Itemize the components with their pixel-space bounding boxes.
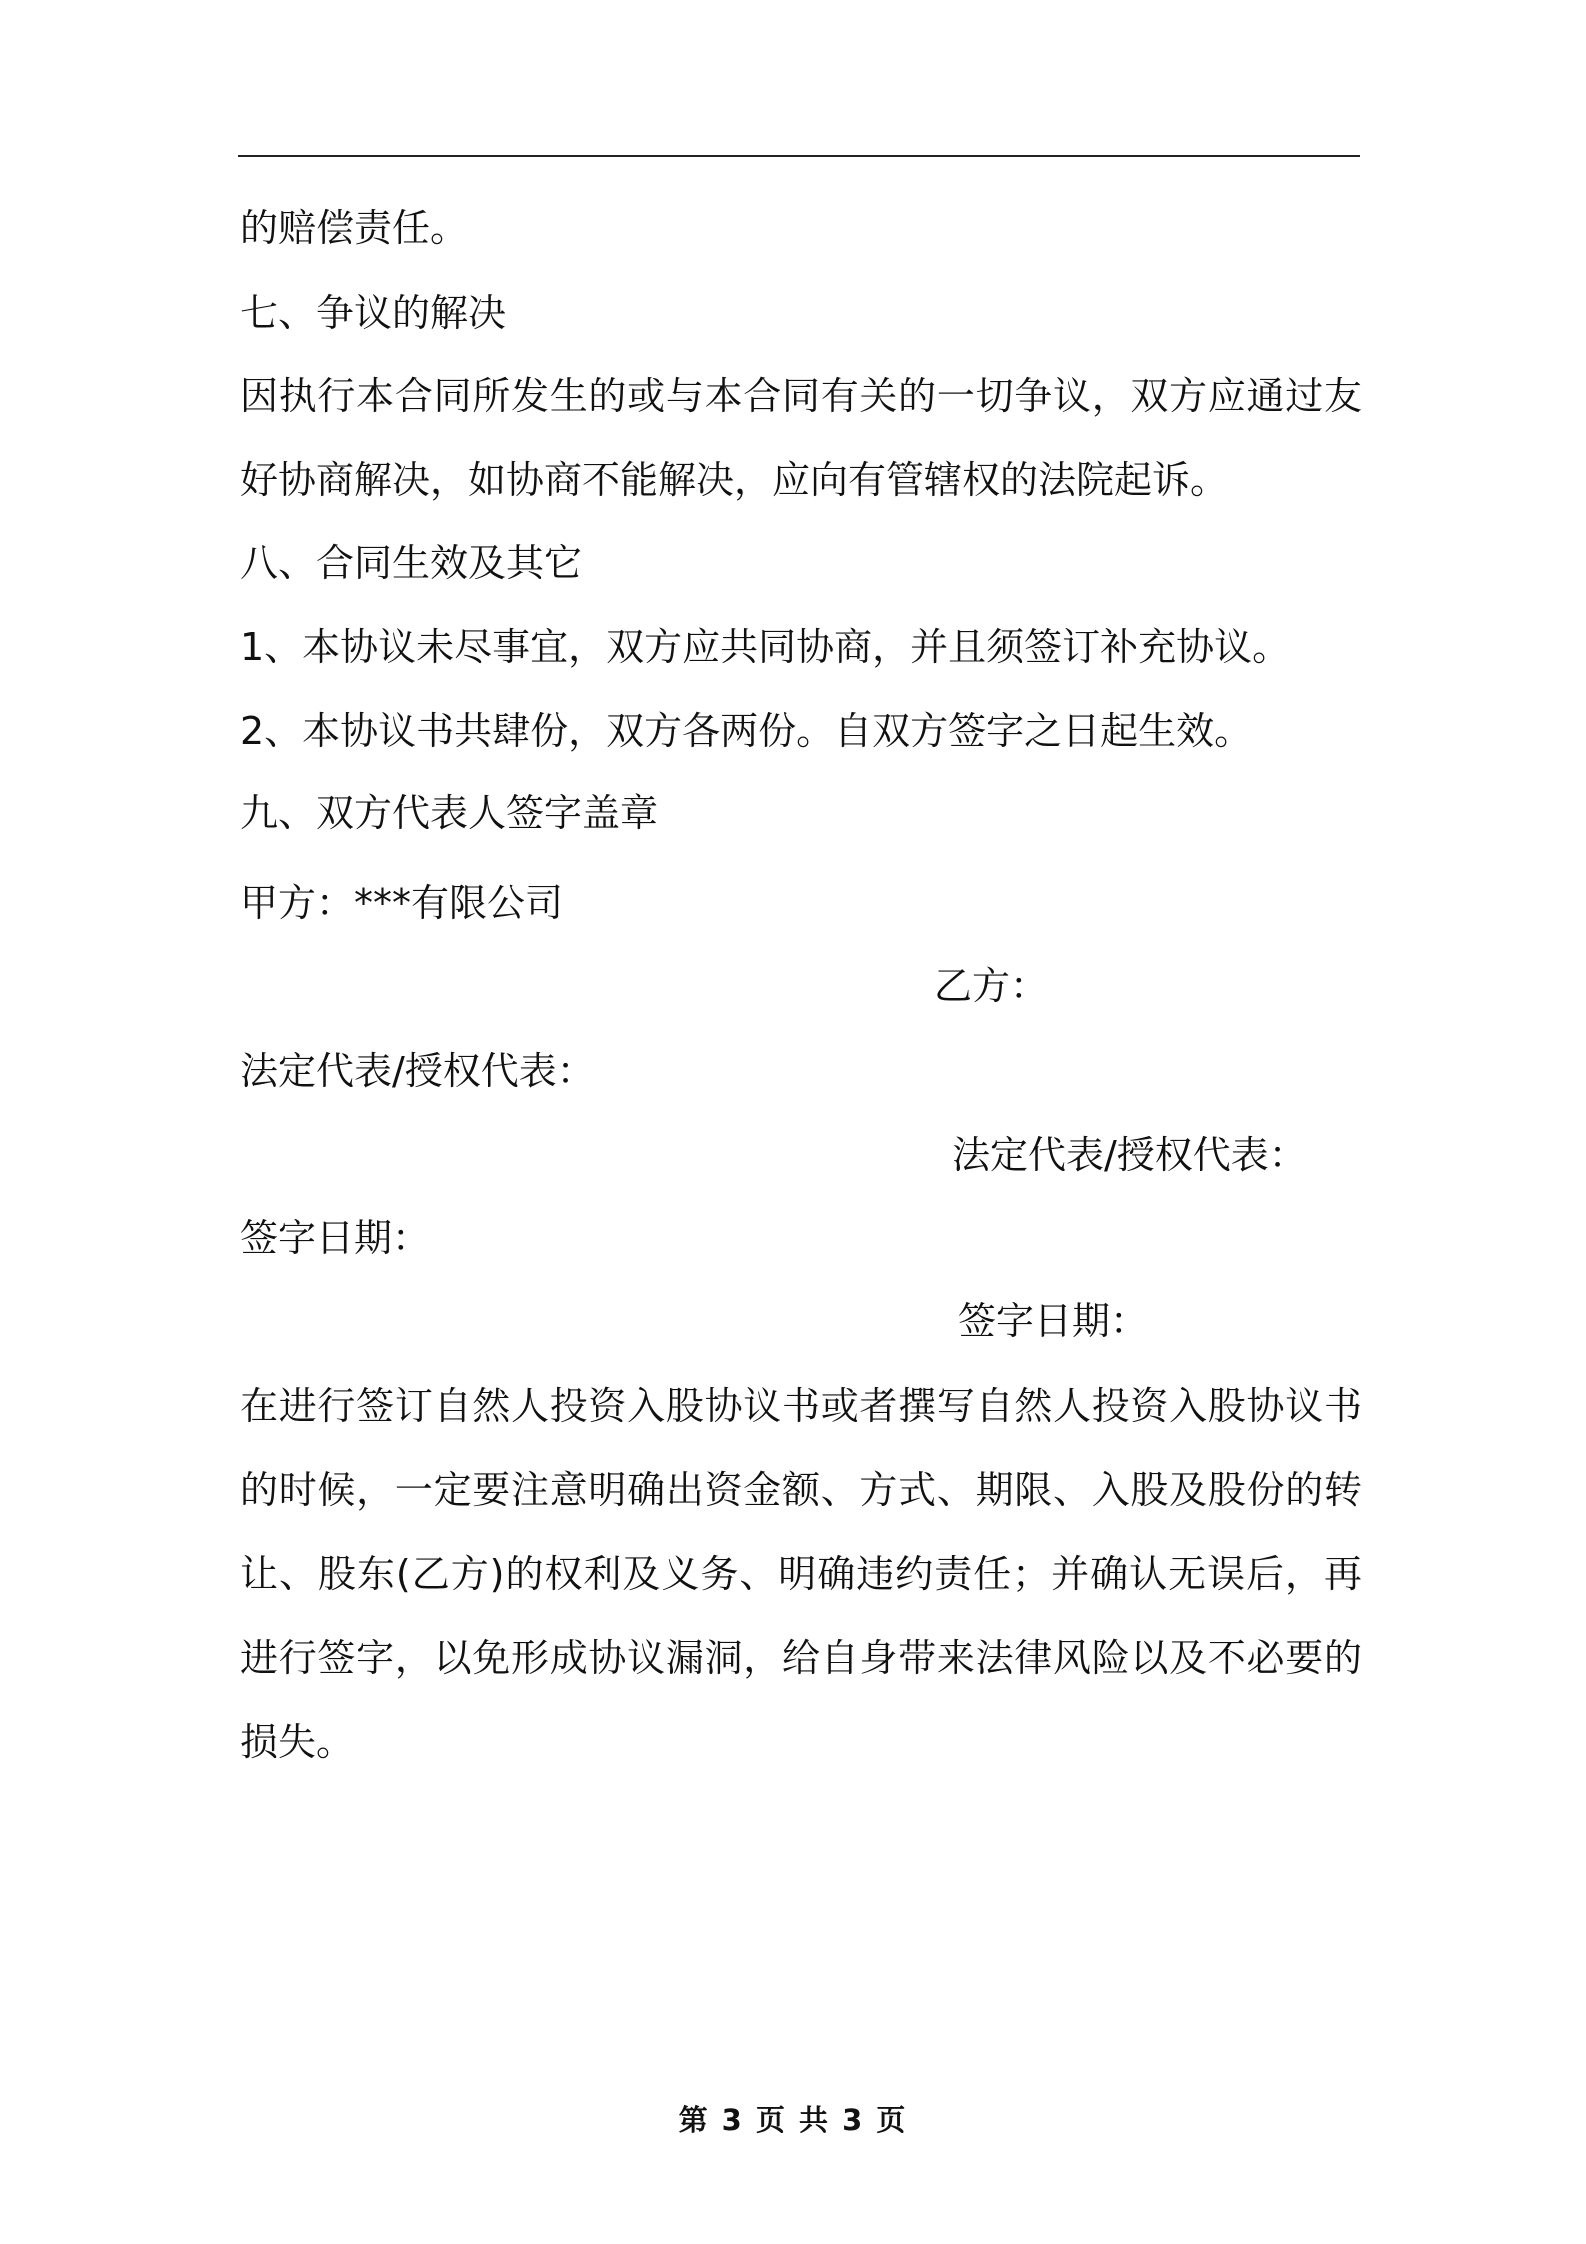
closing-note: 在进行签订自然人投资入股协议书或者撰写自然人投资入股协议书的时候，一定要注意明确出资金额、方式、期限、入股及股份的转让、股东(乙方)的权利及义务、明确违约责任；并确认无误后，再进行签字，以免形成协议漏洞，给自身带来法律风险以及不必要的损失。 bbox=[240, 1384, 1362, 1764]
party-b-name: 乙方： bbox=[934, 964, 1049, 1008]
section-8-item-2: 2、本协议书共肆份，双方各两份。自双方签字之日起生效。 bbox=[240, 709, 1253, 753]
page-number-footer: 第 3 页 共 3 页 bbox=[678, 2103, 908, 2137]
section-9-heading: 九、双方代表人签字盖章 bbox=[240, 791, 659, 835]
section-8-item-1: 1、本协议未尽事宜，双方应共同协商，并且须签订补充协议。 bbox=[240, 625, 1291, 669]
party-a-sign-date: 签字日期： bbox=[240, 1216, 431, 1260]
party-a-name: 甲方：***有限公司 bbox=[240, 881, 564, 925]
section-8-heading: 八、合同生效及其它 bbox=[240, 541, 583, 585]
party-b-representative: 法定代表/授权代表： bbox=[952, 1133, 1307, 1177]
header-rule bbox=[238, 155, 1360, 157]
section-7-text: 因执行本合同所发生的或与本合同有关的一切争议，双方应通过友好协商解决，如协商不能解决，应向有管辖权的法院起诉。 bbox=[240, 374, 1362, 502]
party-b-sign-date: 签字日期： bbox=[958, 1299, 1149, 1343]
section-7-heading: 七、争议的解决 bbox=[240, 291, 507, 335]
party-a-representative: 法定代表/授权代表： bbox=[240, 1049, 595, 1093]
continuation-text: 的赔偿责任。 bbox=[240, 206, 469, 250]
